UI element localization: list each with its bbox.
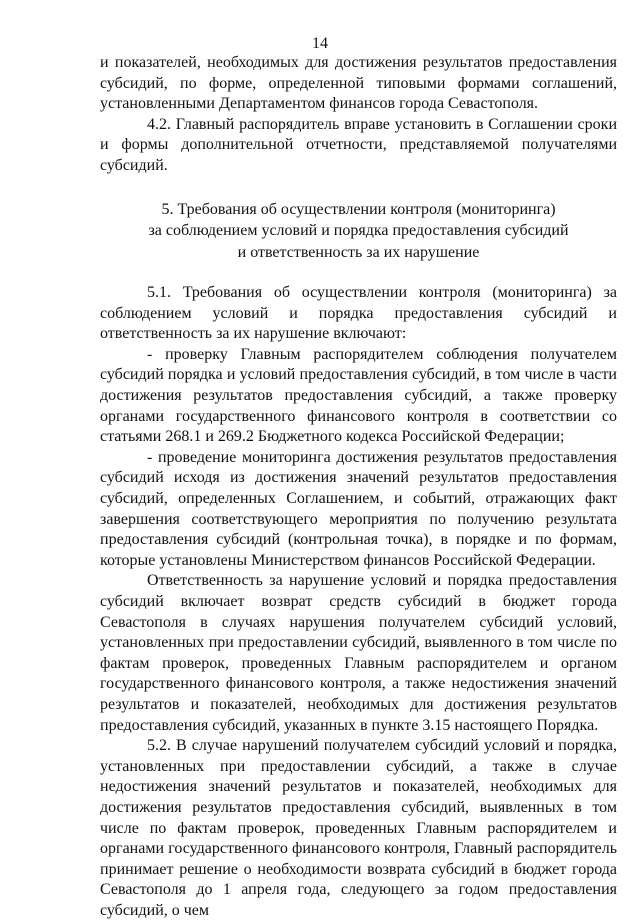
paragraph-5-1: 5.1. Требования об осуществлении контроля (мониторинга) за соблюдением условий и порядка предоставления субсидий и ответственность за их нарушение включают: <box>100 284 617 343</box>
document-body <box>100 53 617 921</box>
section-heading <box>100 199 617 264</box>
paragraph-responsibility: Ответственность за нарушение условий и порядка предоставления субсидий включает возврат средств субсидий в бюджет города Севастополя в случаях нарушения получателем субсидий условий, установленных при предоставлении субсидий, выявленного в том числе по фактам проверок, проведенных Главным распорядителем и органом государственного финансового контроля, а также недостижения значений результатов и показателей, необходимых для достижения результатов предоставления субсидий, указанных в пункте 3.15 настоящего Порядка. <box>100 572 617 734</box>
list-item-monitoring: - проведение мониторинга достижения результатов предоставления субсидий исходя из достижения значений результатов предоставления субсидий, определенных Соглашением, и событий, отражающих факт завершения соответствующего мероприятия по получению результата предоставления субсидий (контрольная точка), в порядке и по формам, которые установлены Министерством финансов Российской Федерации. <box>100 448 617 569</box>
paragraph-5-2: 5.2. В случае нарушений получателем субсидий условий и порядка, установленных при предоставлении субсидий, а также в случае недостижения значений результатов и показателей, необходимых для достижения результатов предоставления субсидий, выявленных в том числе по фактам проверок, проведенных Главным распорядителем и органами государственного финансового контроля, Главный распорядитель принимает решение о необходимости возврата субсидий в бюджет города Севастополя до 1 апреля года, следующего за годом предоставления субсидий, о чем <box>100 737 617 919</box>
page-number: 14 <box>312 35 328 52</box>
section-heading-line: 5. Требования об осуществлении контроля (мониторинга) <box>161 200 556 218</box>
paragraph-continuation: и показателей, необходимых для достижения результатов предоставления субсидий, по форме, определенной типовыми формами соглашений, установленными Департаментом финансов города Севастополя. <box>100 54 617 113</box>
paragraph-4-2: 4.2. Главный распорядитель вправе установить в Соглашении сроки и формы дополнительной отчетности, представляемой получателями субсидий. <box>100 115 617 174</box>
section-heading-line: и ответственность за их нарушение <box>237 243 480 261</box>
list-item-inspection: - проверку Главным распорядителем соблюдения получателем субсидий порядка и условий предоставления субсидий, в том числе в части достижения результатов предоставления субсидий, а также проверку органами государственного финансового контроля в соответствии со статьями 268.1 и 269.2 Бюджетного кодекса Российской Федерации; <box>100 345 617 446</box>
section-heading-line: за соблюдением условий и порядка предоставления субсидий <box>148 222 569 240</box>
